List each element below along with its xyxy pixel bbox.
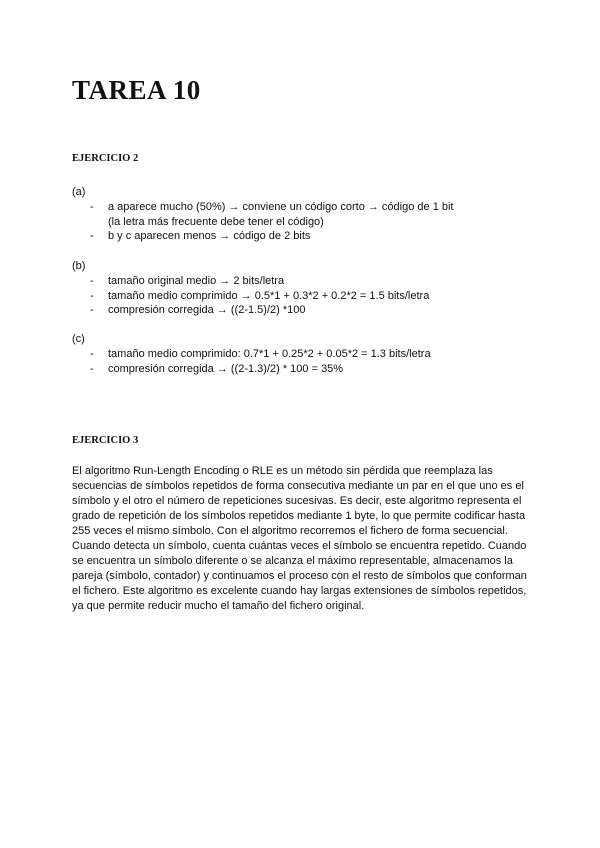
part-c-label: (c) bbox=[72, 333, 85, 345]
ejercicio-2-part-a bbox=[72, 185, 542, 244]
list-item bbox=[72, 274, 542, 289]
list-item-text: compresión corregida → ((2-1.3)/2) * 100 = 35% bbox=[108, 362, 344, 375]
bullet-dash-icon: - bbox=[90, 347, 94, 360]
part-c-list bbox=[72, 347, 542, 377]
list-item bbox=[72, 200, 542, 230]
part-a-label: (a) bbox=[72, 186, 86, 198]
ejercicio-2-part-b bbox=[72, 259, 542, 318]
bullet-dash-icon: - bbox=[90, 304, 94, 317]
list-item bbox=[72, 362, 542, 377]
part-a-list bbox=[72, 200, 542, 244]
list-item bbox=[72, 303, 542, 318]
bullet-dash-icon: - bbox=[90, 289, 94, 302]
list-item-text: tamaño medio comprimido: 0.7*1 + 0.25*2 + 0.05*2 = 1.3 bits/letra bbox=[108, 347, 431, 360]
list-item-text: tamaño original medio → 2 bits/letra bbox=[108, 274, 285, 287]
ejercicio-3-heading: EJERCICIO 3 bbox=[72, 435, 139, 446]
bullet-dash-icon: - bbox=[90, 362, 94, 375]
list-item-text: compresión corregida → ((2-1.5)/2) *100 bbox=[108, 304, 306, 317]
list-item-text: tamaño medio comprimido → 0.5*1 + 0.3*2 + 0.2*2 = 1.5 bits/letra bbox=[108, 289, 430, 302]
part-b-label: (b) bbox=[72, 260, 86, 272]
page-title: TAREA 10 bbox=[72, 75, 201, 105]
bullet-dash-icon: - bbox=[90, 230, 94, 243]
ejercicio-3-paragraph: El algoritmo Run-Length Encoding o RLE es un método sin pérdida que reemplaza las secuencias de símbolos repetidos de forma consecutiva mediante un par en el que uno es el símbolo y el otro el número de repeticiones sucesivas. Es decir, este algoritmo representa el grado de repetición de los símbolos repetidos mediante 1 byte, lo que permite codificar hasta 255 veces el mismo símbolo. Con el algoritmo recorremos el fichero de forma secuencial. Cuando detecta un símbolo, cuenta cuántas veces el símbolo se encuentra repetido. Cuando se encuentra un símbolo diferente o se alcanza el máximo representable, almacenamos la pareja (símbolo, contador) y continuamos el proceso con el resto de símbolos que conforman el fichero. Este algoritmo es excelente cuando hay largas extensiones de símbolos repetidos, ya que permite reducir mucho el tamaño del fichero original. bbox=[72, 465, 527, 612]
part-b-list bbox=[72, 274, 542, 318]
list-item bbox=[72, 229, 542, 244]
list-item-text: b y c aparecen menos → código de 2 bits bbox=[108, 230, 311, 243]
list-item-continuation: (la letra más frecuente debe tener el código) bbox=[108, 215, 324, 228]
ejercicio-2-part-c bbox=[72, 332, 542, 376]
bullet-dash-icon: - bbox=[90, 200, 94, 213]
list-item bbox=[72, 289, 542, 304]
list-item-text: a aparece mucho (50%) → conviene un código corto → código de 1 bit bbox=[108, 200, 454, 213]
bullet-dash-icon: - bbox=[90, 274, 94, 287]
ejercicio-2-heading: EJERCICIO 2 bbox=[72, 153, 139, 164]
list-item bbox=[72, 347, 542, 362]
